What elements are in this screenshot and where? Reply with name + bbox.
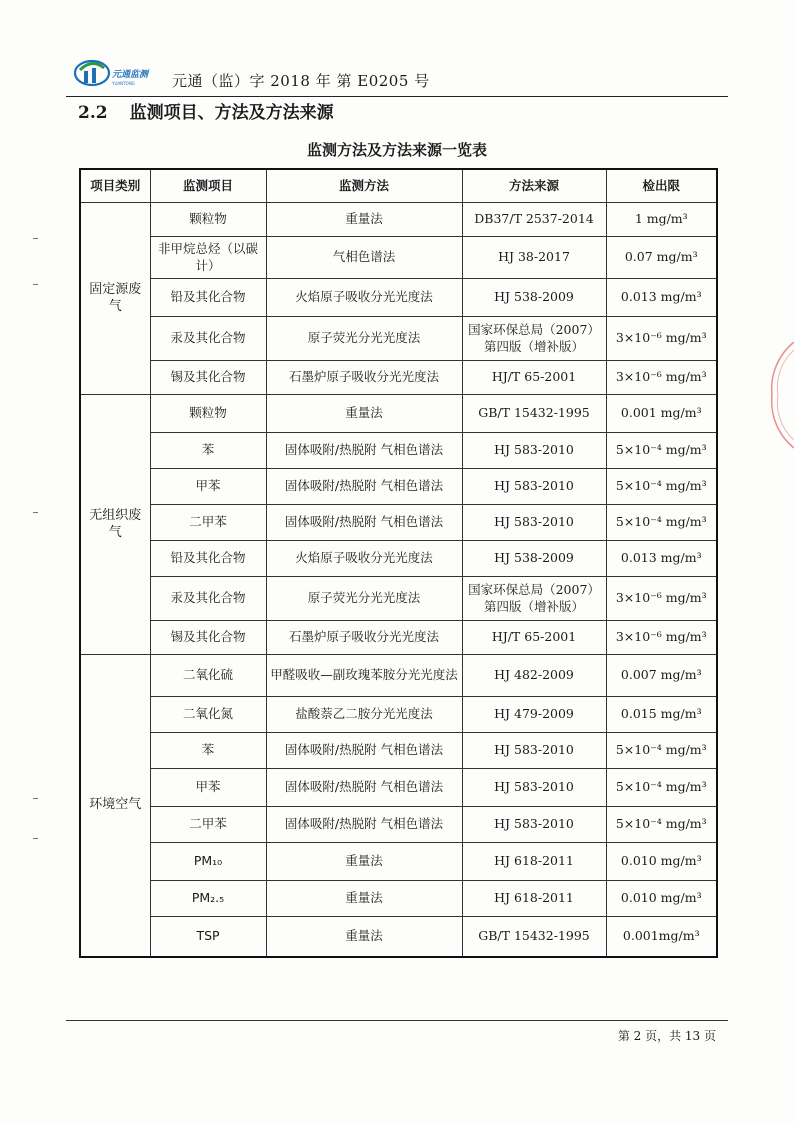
table-row <box>80 807 717 843</box>
method-cell: 盐酸萘乙二胺分光光度法 <box>266 697 462 733</box>
table-row <box>80 469 717 505</box>
margin-mark <box>33 838 38 839</box>
table-row <box>80 237 717 279</box>
table-row <box>80 655 717 697</box>
category-cell: 环境空气 <box>80 655 150 957</box>
section-heading <box>78 98 334 123</box>
source-cell: DB37/T 2537-2014 <box>462 203 606 237</box>
margin-mark <box>33 798 38 799</box>
limit-cell: 0.001mg/m³ <box>606 917 717 957</box>
company-logo <box>74 56 154 90</box>
method-cell: 火焰原子吸收分光光度法 <box>266 541 462 577</box>
limit-cell: 0.013 mg/m³ <box>606 541 717 577</box>
item-cell: 颗粒物 <box>150 395 266 433</box>
table-row <box>80 697 717 733</box>
item-cell: 苯 <box>150 733 266 769</box>
table-row <box>80 843 717 881</box>
limit-cell: 3×10⁻⁶ mg/m³ <box>606 621 717 655</box>
method-cell: 石墨炉原子吸收分光光度法 <box>266 361 462 395</box>
limit-cell: 0.001 mg/m³ <box>606 395 717 433</box>
source-cell: HJ 583-2010 <box>462 469 606 505</box>
source-cell: HJ 583-2010 <box>462 807 606 843</box>
limit-cell: 5×10⁻⁴ mg/m³ <box>606 469 717 505</box>
column-header: 检出限 <box>606 169 717 203</box>
page-number: 第 2 页，共 13 页 <box>617 1029 716 1043</box>
method-cell: 石墨炉原子吸收分光光度法 <box>266 621 462 655</box>
source-cell: HJ 38-2017 <box>462 237 606 279</box>
column-header: 监测方法 <box>266 169 462 203</box>
item-cell: 二氧化硫 <box>150 655 266 697</box>
source-cell: 国家环保总局（2007）第四版（增补版） <box>462 577 606 621</box>
footer-divider <box>66 1020 728 1021</box>
table-row <box>80 577 717 621</box>
method-cell: 火焰原子吸收分光光度法 <box>266 279 462 317</box>
method-cell: 气相色谱法 <box>266 237 462 279</box>
item-cell: 铅及其化合物 <box>150 279 266 317</box>
table-row <box>80 541 717 577</box>
source-cell: HJ 583-2010 <box>462 769 606 807</box>
source-cell: 国家环保总局（2007）第四版（增补版） <box>462 317 606 361</box>
item-cell: 颗粒物 <box>150 203 266 237</box>
method-cell: 固体吸附/热脱附 气相色谱法 <box>266 807 462 843</box>
table-row <box>80 917 717 957</box>
page-header <box>74 52 728 96</box>
source-cell: HJ 482-2009 <box>462 655 606 697</box>
margin-mark <box>33 284 38 285</box>
source-cell: GB/T 15432-1995 <box>462 917 606 957</box>
limit-cell: 5×10⁻⁴ mg/m³ <box>606 807 717 843</box>
column-header: 监测项目 <box>150 169 266 203</box>
method-cell: 固体吸附/热脱附 气相色谱法 <box>266 469 462 505</box>
table-row <box>80 769 717 807</box>
table-row <box>80 733 717 769</box>
table-row <box>80 203 717 237</box>
source-cell: HJ 479-2009 <box>462 697 606 733</box>
svg-text:元通监测: 元通监测 <box>112 70 149 80</box>
limit-cell: 0.07 mg/m³ <box>606 237 717 279</box>
limit-cell: 0.010 mg/m³ <box>606 843 717 881</box>
margin-mark <box>33 238 38 239</box>
item-cell: 二氧化氮 <box>150 697 266 733</box>
method-cell: 原子荧光分光光度法 <box>266 317 462 361</box>
table-header <box>80 169 717 203</box>
method-cell: 重量法 <box>266 395 462 433</box>
item-cell: 二甲苯 <box>150 807 266 843</box>
method-cell: 重量法 <box>266 881 462 917</box>
source-cell: HJ 583-2010 <box>462 433 606 469</box>
section-title: 监测项目、方法及方法来源 <box>129 103 334 123</box>
limit-cell: 0.015 mg/m³ <box>606 697 717 733</box>
category-cell: 无组织废气 <box>80 395 150 655</box>
table-row <box>80 395 717 433</box>
source-cell: HJ 618-2011 <box>462 881 606 917</box>
item-cell: 甲苯 <box>150 469 266 505</box>
limit-cell: 5×10⁻⁴ mg/m³ <box>606 433 717 469</box>
item-cell: 汞及其化合物 <box>150 317 266 361</box>
column-header: 项目类别 <box>80 169 150 203</box>
method-cell: 重量法 <box>266 843 462 881</box>
source-cell: HJ 538-2009 <box>462 541 606 577</box>
methods-table <box>79 168 718 958</box>
source-cell: GB/T 15432-1995 <box>462 395 606 433</box>
source-cell: HJ 583-2010 <box>462 733 606 769</box>
item-cell: 甲苯 <box>150 769 266 807</box>
limit-cell: 3×10⁻⁶ mg/m³ <box>606 577 717 621</box>
report-reference: 元通（监）字 2018 年 第 E0205 号 <box>172 72 430 90</box>
item-cell: PM₂.₅ <box>150 881 266 917</box>
source-cell: HJ 583-2010 <box>462 505 606 541</box>
table-row <box>80 361 717 395</box>
method-cell: 固体吸附/热脱附 气相色谱法 <box>266 433 462 469</box>
item-cell: PM₁₀ <box>150 843 266 881</box>
limit-cell: 5×10⁻⁴ mg/m³ <box>606 505 717 541</box>
item-cell: 非甲烷总烃（以碳计） <box>150 237 266 279</box>
limit-cell: 0.013 mg/m³ <box>606 279 717 317</box>
source-cell: HJ/T 65-2001 <box>462 361 606 395</box>
limit-cell: 5×10⁻⁴ mg/m³ <box>606 769 717 807</box>
item-cell: 苯 <box>150 433 266 469</box>
item-cell: 锡及其化合物 <box>150 361 266 395</box>
table-row <box>80 433 717 469</box>
category-cell: 固定源废气 <box>80 203 150 395</box>
table-body <box>80 203 717 957</box>
table-row <box>80 621 717 655</box>
source-cell: HJ 538-2009 <box>462 279 606 317</box>
table-row <box>80 881 717 917</box>
limit-cell: 5×10⁻⁴ mg/m³ <box>606 733 717 769</box>
limit-cell: 0.010 mg/m³ <box>606 881 717 917</box>
method-cell: 原子荧光分光光度法 <box>266 577 462 621</box>
section-number: 2.2 <box>78 103 108 123</box>
item-cell: 二甲苯 <box>150 505 266 541</box>
limit-cell: 1 mg/m³ <box>606 203 717 237</box>
svg-text:YUANTONG: YUANTONG <box>112 81 135 86</box>
limit-cell: 3×10⁻⁶ mg/m³ <box>606 361 717 395</box>
item-cell: 汞及其化合物 <box>150 577 266 621</box>
item-cell: TSP <box>150 917 266 957</box>
method-cell: 固体吸附/热脱附 气相色谱法 <box>266 505 462 541</box>
table-row <box>80 505 717 541</box>
margin-mark <box>33 512 38 513</box>
source-cell: HJ/T 65-2001 <box>462 621 606 655</box>
method-cell: 固体吸附/热脱附 气相色谱法 <box>266 769 462 807</box>
table-title: 监测方法及方法来源一览表 <box>306 141 487 159</box>
limit-cell: 0.007 mg/m³ <box>606 655 717 697</box>
source-cell: HJ 618-2011 <box>462 843 606 881</box>
method-cell: 重量法 <box>266 917 462 957</box>
method-cell: 固体吸附/热脱附 气相色谱法 <box>266 733 462 769</box>
table-row <box>80 279 717 317</box>
method-cell: 甲醛吸收—副玫瑰苯胺分光光度法 <box>266 655 462 697</box>
item-cell: 锡及其化合物 <box>150 621 266 655</box>
red-seal-stamp-edge <box>768 340 794 450</box>
limit-cell: 3×10⁻⁶ mg/m³ <box>606 317 717 361</box>
column-header: 方法来源 <box>462 169 606 203</box>
item-cell: 铅及其化合物 <box>150 541 266 577</box>
table-row <box>80 317 717 361</box>
method-cell: 重量法 <box>266 203 462 237</box>
header-divider <box>66 96 728 97</box>
